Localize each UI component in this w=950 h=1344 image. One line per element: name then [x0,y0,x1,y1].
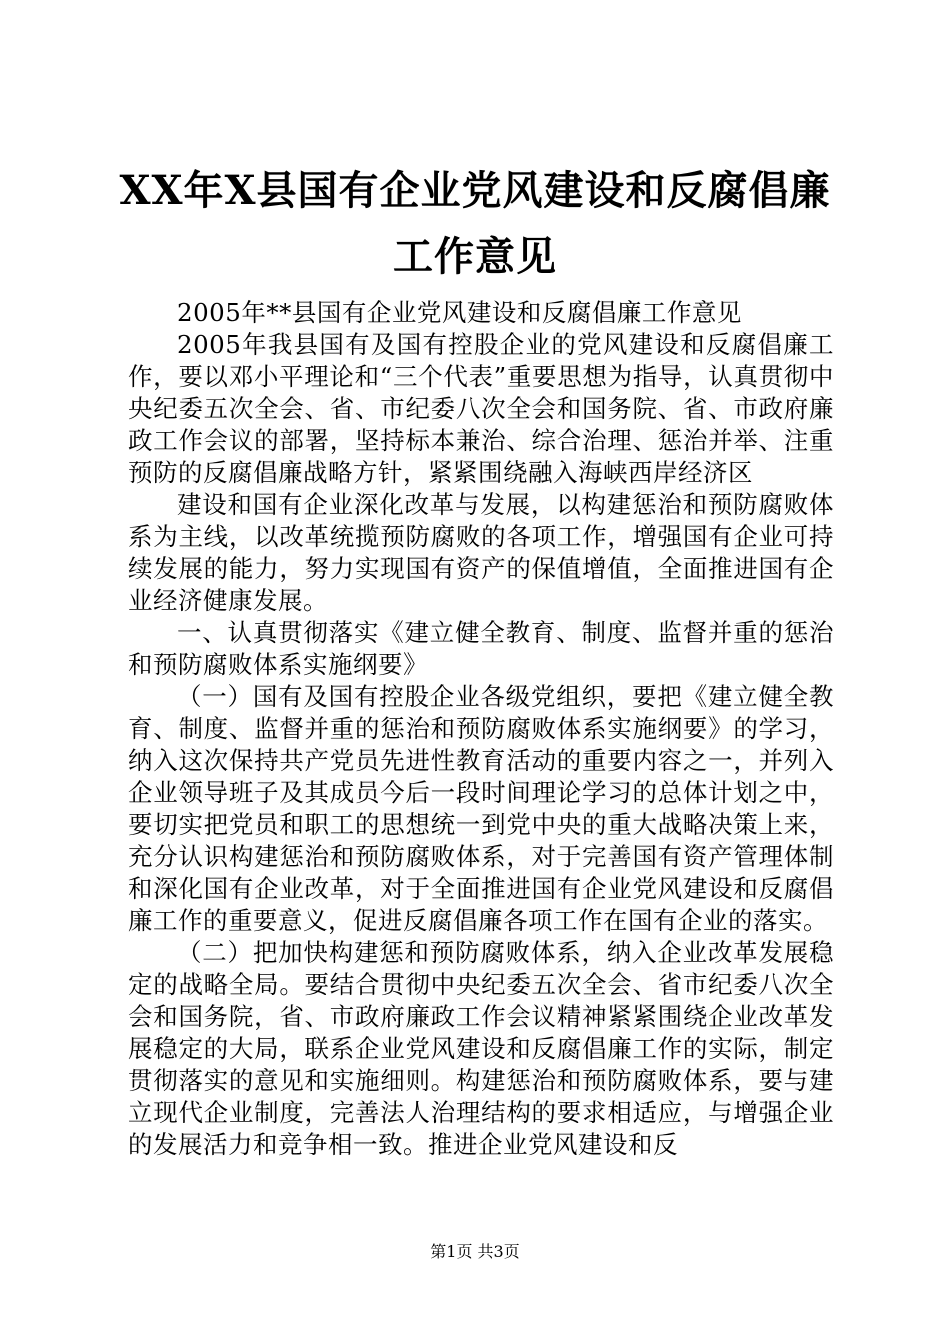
page-number-footer: 第1页 共3页 [430,1242,520,1261]
document-title: XX年X县国有企业党风建设和反腐倡廉工作意见 [119,167,831,280]
paragraph-item-2: （二）把加快构建惩和预防腐败体系，纳入企业改革发展稳定的战略全局。要结合贯彻中央纪委五次全会、省市纪委八次全会和国务院，省、市政府廉政工作会议精神紧紧围绕企业改革发展稳定的大局，联系企业党风建设和反腐倡廉工作的实际，制定贯彻落实的意见和实施细则。构建惩治和预防腐败体系，要与建立现代企业制度，完善法人治理结构的要求相适应，与增强企业的发展活力和竞争相一致。推进企业党风建设和反 [128,938,834,1159]
document-body [128,297,834,1161]
paragraph-continuation: 建设和国有企业深化改革与发展，以构建惩治和预防腐败体系为主线，以改革统揽预防腐败的各项工作，增强国有企业可持续发展的能力，努力实现国有资产的保值增值，全面推进国有企业经济健康发展。 [128,490,834,615]
paragraph-item-1: （一）国有及国有控股企业各级党组织，要把《建立健全教育、制度、监督并重的惩治和预防腐败体系实施纲要》的学习，纳入这次保持共产党员先进性教育活动的重要内容之一，并列入企业领导班子及其成员今后一段时间理论学习的总体计划之中，要切实把党员和职工的思想统一到党中央的重大战略决策上来，充分认识构建惩治和预防腐败体系，对于完善国有资产管理体制和深化国有企业改革，对于全面推进国有企业党风建设和反腐倡廉工作的重要意义，促进反腐倡廉各项工作在国有企业的落实。 [128,682,834,935]
section-heading-1: 一、认真贯彻落实《建立健全教育、制度、监督并重的惩治和预防腐败体系实施纲要》 [128,618,834,679]
paragraph-intro: 2005年我县国有及国有控股企业的党风建设和反腐倡廉工作，要以邓小平理论和“三个代表”重要思想为指导，认真贯彻中央纪委五次全会、省、市纪委八次全会和国务院、省、市政府廉政工作会议的部署，坚持标本兼治、综合治理、惩治并举、注重预防的反腐倡廉战略方针，紧紧围绕融入海峡西岸经济区 [128,330,834,487]
paragraph-subtitle: 2005年**县国有企业党风建设和反腐倡廉工作意见 [177,298,742,327]
